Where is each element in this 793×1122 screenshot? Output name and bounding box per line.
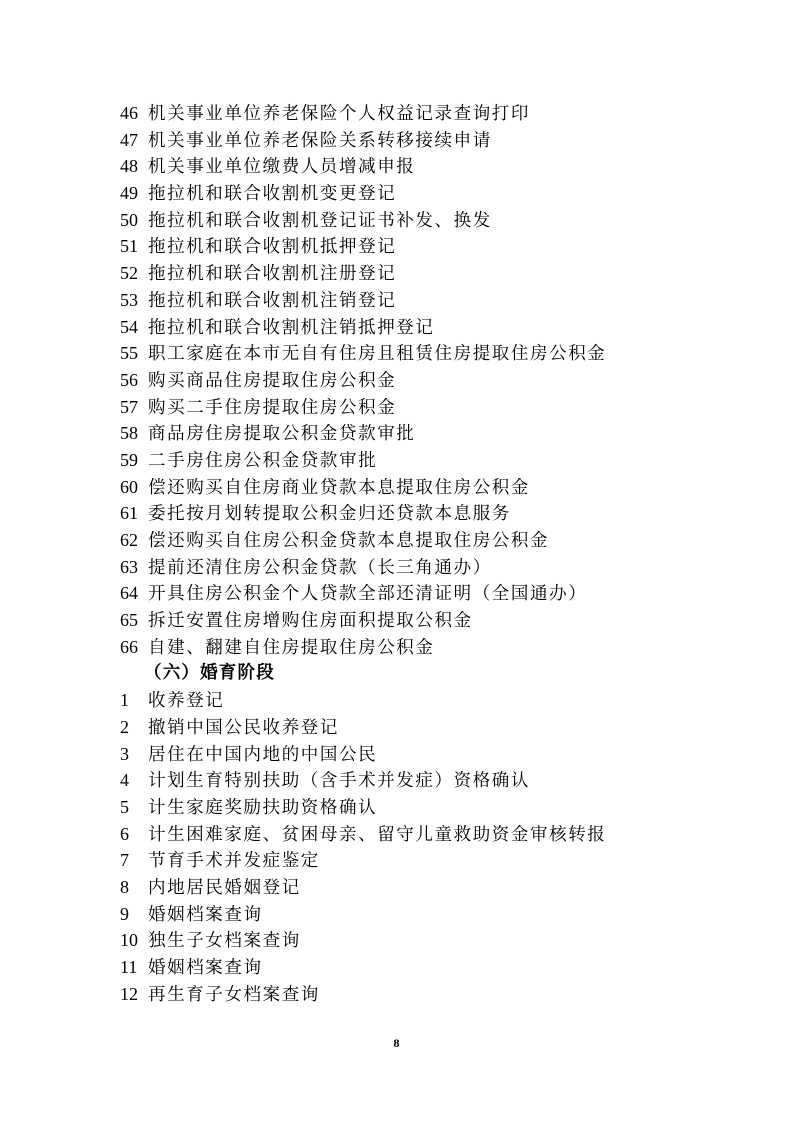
list-item <box>120 260 760 287</box>
list-item <box>120 901 760 928</box>
item-text: 拖拉机和联合收割机注销登记 <box>148 290 397 311</box>
list-item <box>120 474 760 501</box>
item-list <box>120 100 760 1007</box>
list-section-b <box>120 687 760 1007</box>
item-text: 居住在中国内地的中国公民 <box>148 744 378 765</box>
item-text: 拆迁安置住房增购住房面积提取公积金 <box>148 611 473 632</box>
item-text: 节育手术并发症鉴定 <box>148 851 320 872</box>
list-item <box>120 767 760 794</box>
item-number: 9 <box>120 903 129 924</box>
item-number: 12 <box>120 983 138 1004</box>
item-number: 2 <box>120 716 129 737</box>
item-text: 机关事业单位养老保险个人权益记录查询打印 <box>148 104 530 124</box>
item-text: 撤销中国公民收养登记 <box>148 717 339 738</box>
item-text: 拖拉机和联合收割机变更登记 <box>148 184 397 205</box>
item-number: 46 <box>120 103 138 123</box>
item-number: 5 <box>120 796 129 817</box>
item-text: 拖拉机和联合收割机注销抵押登记 <box>148 317 435 338</box>
item-text: 婚姻档案查询 <box>148 958 263 978</box>
item-text: 拖拉机和联合收割机抵押登记 <box>148 237 397 258</box>
item-text: 独生子女档案查询 <box>148 931 301 952</box>
list-item <box>120 100 760 127</box>
list-item <box>120 287 760 314</box>
list-item <box>120 607 760 634</box>
list-item <box>120 527 760 554</box>
list-item <box>120 500 760 527</box>
item-number: 55 <box>120 343 138 364</box>
item-text: 计划生育特别扶助（含手术并发症）资格确认 <box>148 771 530 792</box>
item-text: 拖拉机和联合收割机登记证书补发、换发 <box>148 210 492 231</box>
item-number: 11 <box>120 957 138 977</box>
item-text: 提前还清住房公积金贷款（长三角通办） <box>148 557 492 578</box>
item-text: 偿还购买自住房公积金贷款本息提取住房公积金 <box>148 531 550 551</box>
item-number: 53 <box>120 289 138 310</box>
item-text: 机关事业单位养老保险关系转移接续申请 <box>148 130 492 151</box>
item-number: 57 <box>120 396 138 417</box>
item-number: 50 <box>120 209 138 230</box>
item-number: 62 <box>120 530 138 550</box>
item-text: 二手房住房公积金贷款审批 <box>148 450 378 471</box>
item-text: 职工家庭在本市无自有住房且租赁住房提取住房公积金 <box>148 344 607 365</box>
item-number: 59 <box>120 449 138 470</box>
list-item <box>120 180 760 207</box>
list-item <box>120 821 760 848</box>
list-item <box>120 954 760 981</box>
item-text: 开具住房公积金个人贷款全部还清证明（全国通办） <box>148 584 588 605</box>
item-text: 机关事业单位缴费人员增减申报 <box>148 157 416 178</box>
item-number: 6 <box>120 823 129 844</box>
item-number: 1 <box>120 690 129 711</box>
item-text: 商品房住房提取公积金贷款审批 <box>148 424 416 445</box>
item-number: 7 <box>120 850 129 871</box>
item-number: 3 <box>120 743 129 764</box>
list-item <box>120 687 760 714</box>
list-item <box>120 580 760 607</box>
item-number: 65 <box>120 610 138 631</box>
list-item <box>120 127 760 154</box>
list-item <box>120 927 760 954</box>
list-item <box>120 847 760 874</box>
item-number: 8 <box>120 876 129 897</box>
item-number: 10 <box>120 930 138 951</box>
item-text: 拖拉机和联合收割机注册登记 <box>148 264 397 285</box>
list-item <box>120 554 760 581</box>
item-number: 48 <box>120 156 138 177</box>
list-item <box>120 634 760 661</box>
list-section-a <box>120 100 760 660</box>
list-item <box>120 367 760 394</box>
item-number: 54 <box>120 316 138 337</box>
item-number: 64 <box>120 583 138 604</box>
item-text: 委托按月划转提取公积金归还贷款本息服务 <box>148 504 511 525</box>
list-item <box>120 794 760 821</box>
item-text: 内地居民婚姻登记 <box>148 877 301 898</box>
item-number: 4 <box>120 770 129 791</box>
item-text: 收养登记 <box>148 691 225 712</box>
item-number: 56 <box>120 369 138 390</box>
item-number: 61 <box>120 503 138 524</box>
item-number: 51 <box>120 236 138 257</box>
item-number: 63 <box>120 556 138 577</box>
list-item <box>120 420 760 447</box>
item-number: 47 <box>120 129 138 150</box>
list-item <box>120 981 760 1008</box>
item-text: 婚姻档案查询 <box>148 904 263 925</box>
section-heading: （六）婚育阶段 <box>144 663 275 684</box>
item-number: 66 <box>120 636 138 657</box>
item-text: 计生困难家庭、贫困母亲、留守儿童救助资金审核转报 <box>148 824 607 845</box>
item-number: 52 <box>120 263 138 284</box>
item-text: 计生家庭奖励扶助资格确认 <box>148 797 378 818</box>
page-number: 8 <box>393 1036 400 1050</box>
item-text: 购买商品住房提取住房公积金 <box>148 370 397 391</box>
list-item <box>120 741 760 768</box>
item-text: 购买二手住房提取住房公积金 <box>148 397 397 418</box>
item-text: 偿还购买自住房商业贷款本息提取住房公积金 <box>148 477 530 498</box>
list-item <box>120 233 760 260</box>
list-item <box>120 874 760 901</box>
item-number: 60 <box>120 476 138 497</box>
list-item <box>120 447 760 474</box>
list-item <box>120 314 760 341</box>
item-number: 49 <box>120 183 138 204</box>
list-item <box>120 714 760 741</box>
item-number: 58 <box>120 423 138 444</box>
list-item <box>120 207 760 234</box>
item-text: 再生育子女档案查询 <box>148 984 320 1005</box>
list-item <box>120 153 760 180</box>
list-item <box>120 340 760 367</box>
item-text: 自建、翻建自住房提取住房公积金 <box>148 637 435 658</box>
list-item <box>120 394 760 421</box>
